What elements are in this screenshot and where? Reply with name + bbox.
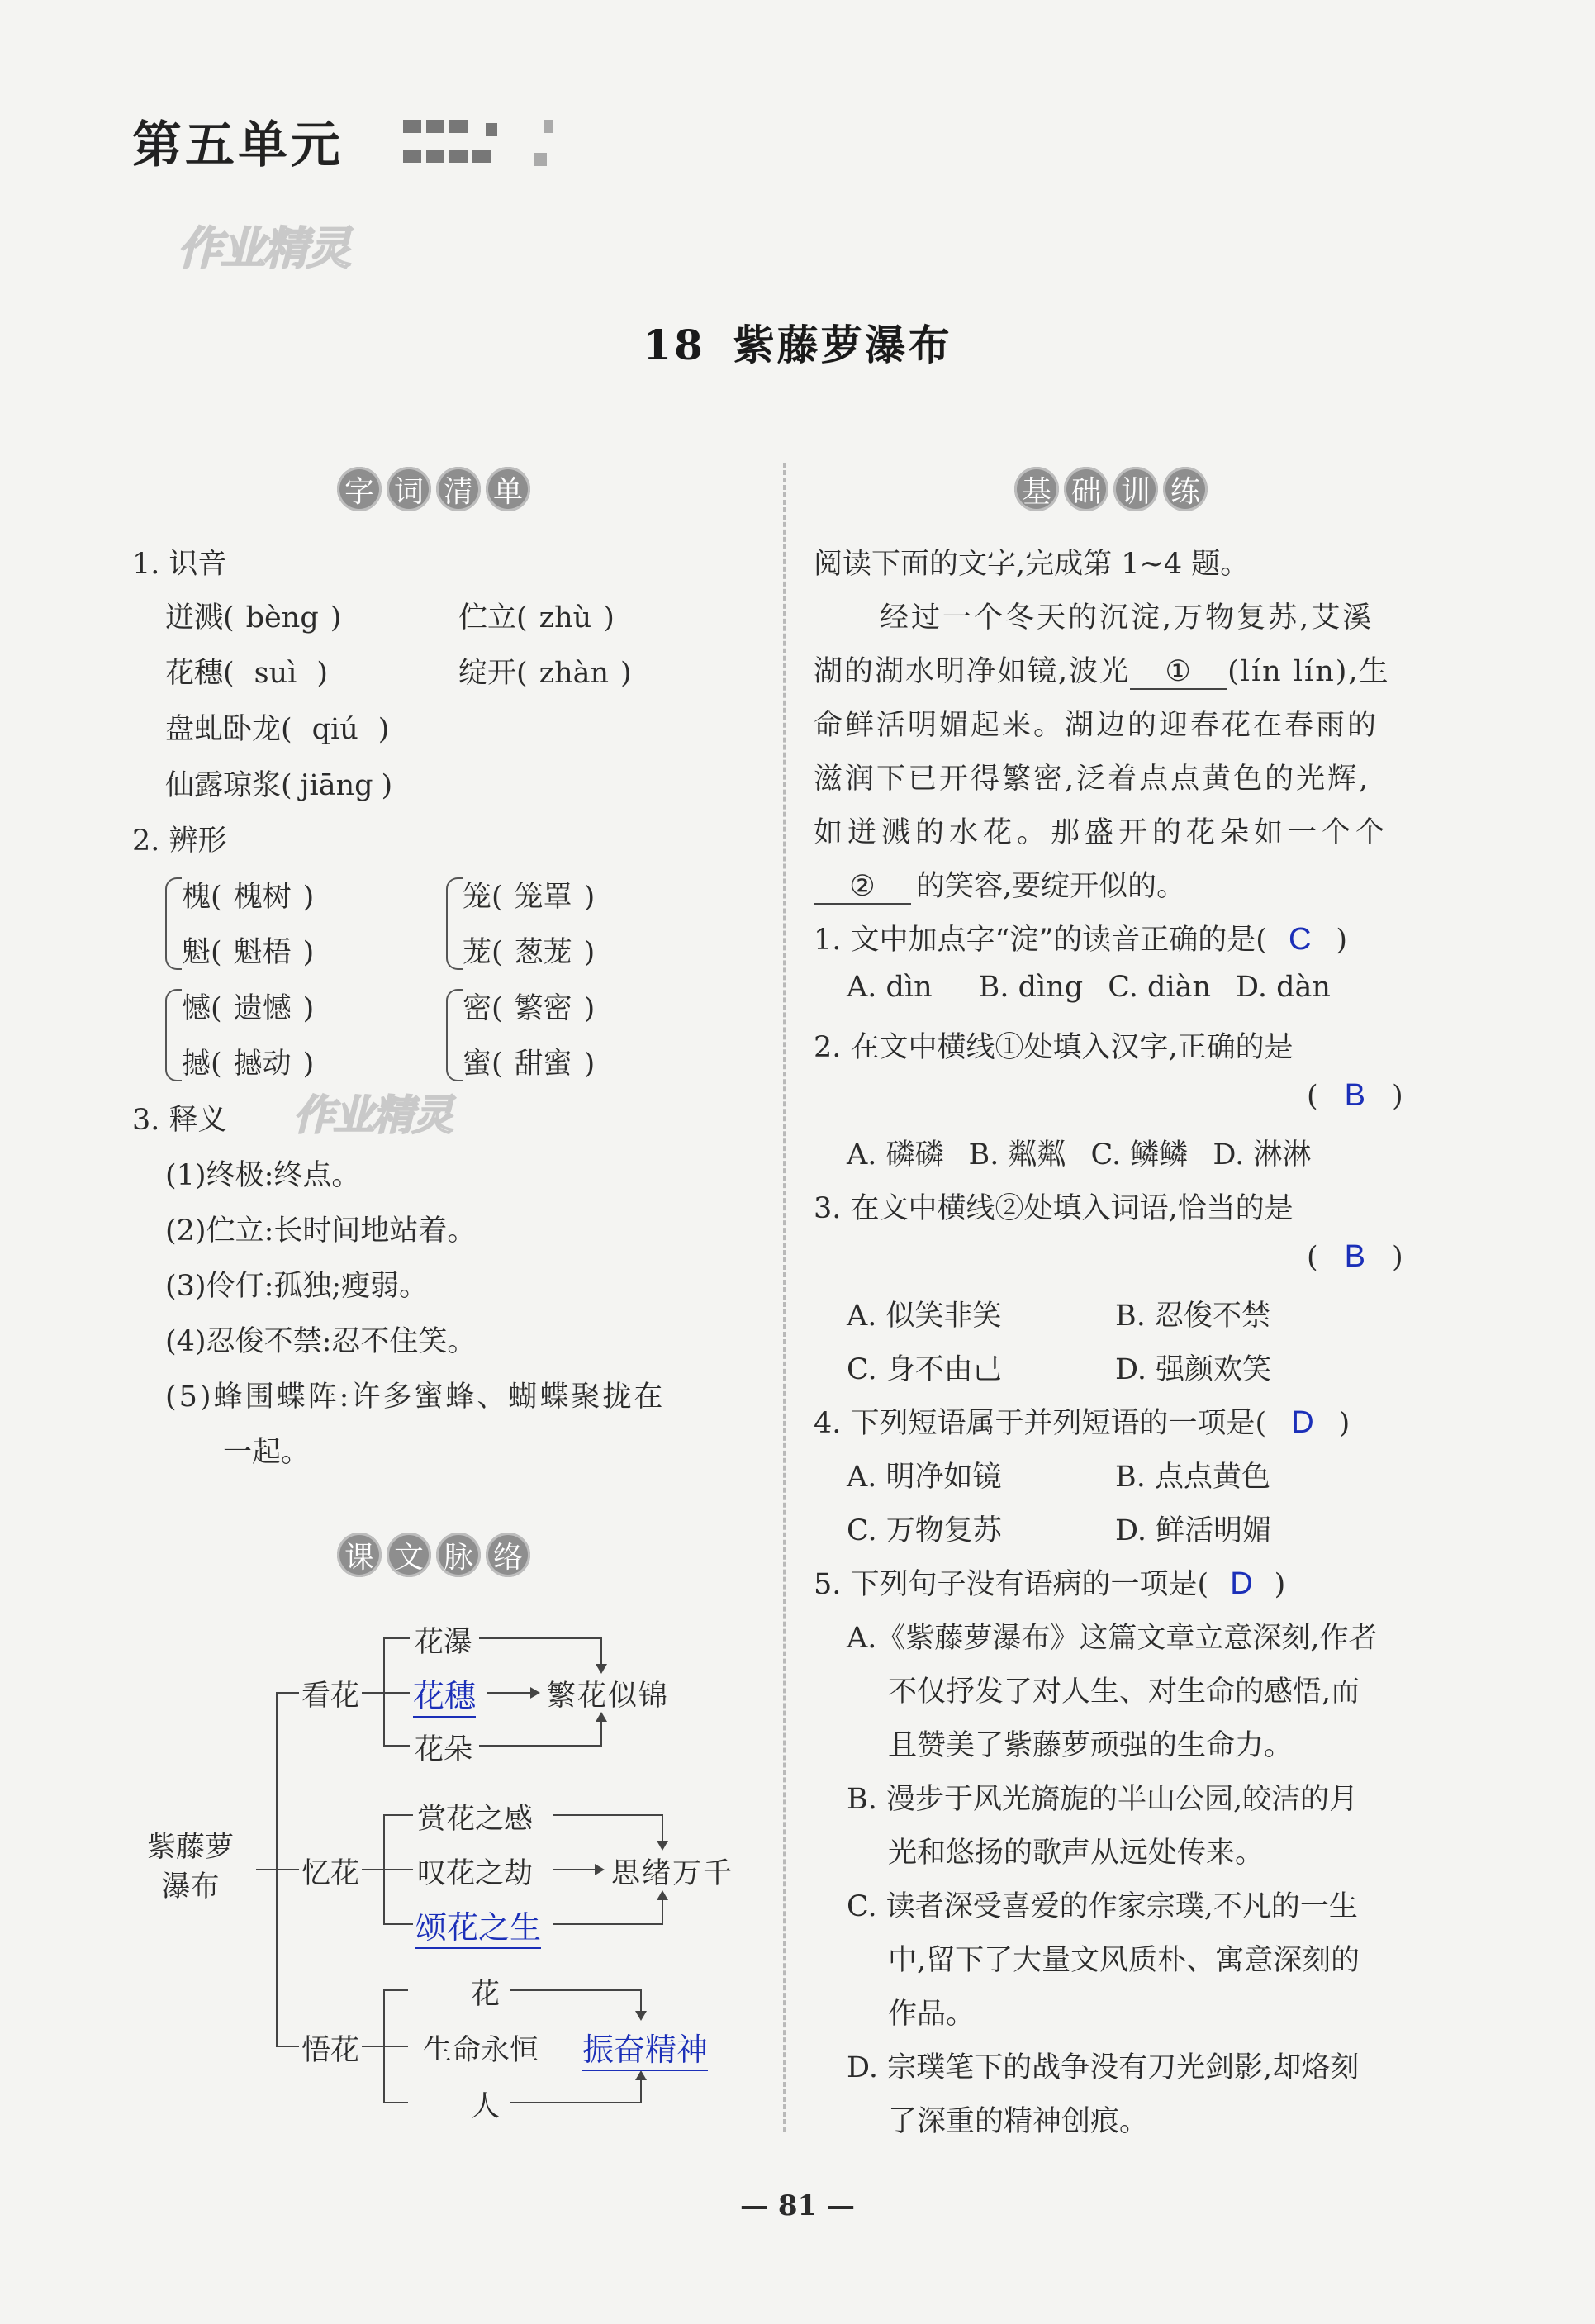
- answer-q5: D: [1230, 1566, 1253, 1601]
- pinyin-item: 伫立( zhù ): [458, 601, 615, 634]
- q4-option: C. 万物复苏: [847, 1514, 1002, 1547]
- passage-line: 如迸溅的水花。那盛开的花朵如一个个: [814, 816, 1390, 849]
- passage-line: 滋润下已开得繁密,泛着点点黄色的光辉,: [814, 763, 1371, 796]
- unit-title: 第五单元: [132, 116, 344, 174]
- section-outline-heading: 课 文 脉 络: [337, 1533, 530, 1580]
- char-pair-row: 撼( 撼动 ): [182, 1048, 315, 1081]
- char-pair-row: 蜜( 甜蜜 ): [463, 1048, 596, 1081]
- q5-option-line: 了深重的精神创痕。: [888, 2105, 1149, 2138]
- outline-result: 繁花似锦: [547, 1680, 670, 1713]
- pinyin-item: 仙露琼浆( jiāng ): [165, 769, 393, 802]
- outline-item: 花瀑: [415, 1626, 473, 1659]
- q5-option-line: D. 宗璞笔下的战争没有刀光剑影,却烙刻: [847, 2051, 1360, 2084]
- passage-line: 命鲜活明媚起来。湖边的迎春花在春雨的: [814, 709, 1379, 742]
- definition-item-cont: 一起。: [223, 1436, 311, 1469]
- section-practice-heading: 基 础 训 练: [1014, 467, 1208, 515]
- q5-option-line: A.《紫藤萝瀑布》这篇文章立意深刻,作者: [847, 1622, 1378, 1655]
- definition-item: (5)蜂围蝶阵:许多蜜蜂、蝴蝶聚拢在: [165, 1381, 666, 1414]
- lesson-name: 紫藤萝瀑布: [733, 321, 952, 369]
- q3-title: 3. 释义: [132, 1104, 227, 1137]
- branch-label: 看花: [301, 1680, 360, 1713]
- brace: [165, 989, 182, 1081]
- passage-line: 经过一个冬天的沉淀,万物复苏,艾溪: [880, 601, 1374, 634]
- char-pair-row: 槐( 槐树 ): [182, 881, 315, 914]
- pinyin-item: 绽开( zhàn ): [458, 657, 632, 690]
- char-pair-row: 茏( 葱茏 ): [463, 936, 596, 969]
- q4-option: D. 鲜活明媚: [1115, 1514, 1272, 1547]
- q3-option: D. 强颜欢笑: [1115, 1353, 1272, 1386]
- pinyin-item: 盘虬卧龙( qiú ): [165, 713, 390, 746]
- definition-item: (3)伶仃:孤独;瘦弱。: [165, 1270, 429, 1303]
- answer-q1: C: [1288, 922, 1312, 957]
- q2-title: 2. 辨形: [132, 825, 227, 858]
- question-4: 4. 下列短语属于并列短语的一项是( D ): [814, 1405, 1351, 1440]
- question-5: 5. 下列句子没有语病的一项是( D ): [814, 1566, 1286, 1601]
- reading-instruction: 阅读下面的文字,完成第 1~4 题。: [814, 548, 1250, 581]
- answer-outline-item: 花穗: [413, 1671, 476, 1718]
- lesson-title: [0, 312, 1595, 372]
- watermark-logo: 作业精灵: [293, 1091, 452, 1139]
- question-3: 3. 在文中横线②处填入词语,恰当的是: [814, 1192, 1294, 1225]
- blank-2: ②: [814, 870, 911, 905]
- outline-item: 生命永恒: [423, 2034, 539, 2067]
- char-pair-row: 笼( 笼罩 ): [463, 881, 596, 914]
- watermark-logo: 作业精灵: [178, 222, 349, 274]
- question-2: 2. 在文中横线①处填入汉字,正确的是: [814, 1031, 1294, 1064]
- outline-item: 叹花之劫: [417, 1857, 534, 1890]
- outline-item: 赏花之感: [417, 1803, 534, 1836]
- q1-options: A. dìn B. dìng C. diàn D. dàn: [847, 971, 1331, 1004]
- outline-item: 花: [471, 1978, 501, 2011]
- column-divider: [783, 463, 786, 2132]
- q3-answer-paren: ( B ): [1307, 1239, 1403, 1274]
- page-number: — 81 —: [740, 2189, 855, 2222]
- answer-q3: B: [1344, 1239, 1366, 1274]
- answer-outline-result: 振奋精神: [582, 2024, 708, 2071]
- char-pair-row: 憾( 遗憾 ): [182, 992, 315, 1025]
- pinyin-item: 花穗( suì ): [165, 657, 329, 690]
- q3-option: C. 身不由己: [847, 1353, 1002, 1386]
- branch-label: 悟花: [301, 2034, 360, 2067]
- outline-item: 花朵: [415, 1733, 473, 1766]
- q4-option: A. 明净如镜: [847, 1461, 1002, 1494]
- brace: [446, 989, 463, 1081]
- q5-option-line: 作品。: [888, 1998, 976, 2031]
- q5-option-line: B. 漫步于风光旖旎的半山公园,皎洁的月: [847, 1783, 1359, 1816]
- q5-option-line: 光和悠扬的歌声从远处传来。: [888, 1837, 1265, 1870]
- outline-result: 思绪万千: [611, 1857, 734, 1890]
- brace: [446, 877, 463, 970]
- passage-line: ② 的笑容,要绽开似的。: [814, 863, 1185, 905]
- passage-line: 湖的湖水明净如镜,波光 ① (lín lín),生: [814, 655, 1390, 688]
- definition-item: (1)终极:终点。: [165, 1159, 361, 1192]
- answer-q2: B: [1344, 1078, 1366, 1113]
- definition-item: (2)伫立:长时间地站着。: [165, 1214, 477, 1248]
- q5-option-line: 且赞美了紫藤萝顽强的生命力。: [888, 1729, 1294, 1762]
- answer-q4: D: [1291, 1405, 1314, 1440]
- q2-options: A. 磷磷 B. 粼粼 C. 鳞鳞 D. 淋淋: [847, 1138, 1312, 1172]
- blank-1: ①: [1130, 655, 1227, 690]
- q5-option-line: 不仅抒发了对人生、对生命的感悟,而: [888, 1675, 1360, 1709]
- outline-root: 紫藤萝 瀑布: [147, 1831, 235, 1903]
- definition-item: (4)忍俊不禁:忍不住笑。: [165, 1325, 477, 1358]
- lesson-number: 18: [643, 321, 705, 369]
- q5-option-line: 中,留下了大量文风质朴、寓意深刻的: [888, 1944, 1360, 1977]
- q4-option: B. 点点黄色: [1115, 1461, 1270, 1494]
- question-1: 1. 文中加点字“淀”的读音正确的是( C ): [814, 922, 1348, 957]
- q5-option-line: C. 读者深受喜爱的作家宗璞,不凡的一生: [847, 1890, 1358, 1923]
- answer-outline-item: 颂花之生: [415, 1902, 541, 1949]
- char-pair-row: 密( 繁密 ): [463, 992, 596, 1025]
- brace: [165, 877, 182, 970]
- header-decoration: [403, 120, 618, 178]
- q3-option: B. 忍俊不禁: [1115, 1300, 1270, 1333]
- section-vocabulary-heading: 字 词 清 单: [337, 467, 530, 515]
- outline-item: 人: [471, 2090, 501, 2123]
- branch-label: 忆花: [301, 1857, 360, 1890]
- q1-title: 1. 识音: [132, 548, 227, 581]
- pinyin-item: 迸溅( bèng ): [165, 601, 342, 634]
- q2-answer-paren: ( B ): [1307, 1078, 1403, 1113]
- q3-option: A. 似笑非笑: [847, 1300, 1002, 1333]
- char-pair-row: 魁( 魁梧 ): [182, 936, 315, 969]
